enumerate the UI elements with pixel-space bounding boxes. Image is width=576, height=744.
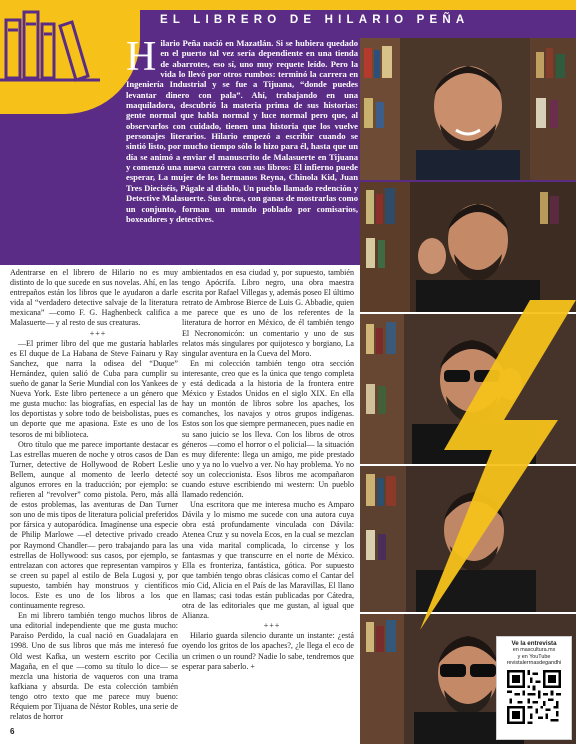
section-separator: +++	[89, 328, 107, 338]
intro-text: ilario Peña nació en Mazatlán. Si se hubiera quedado en el puerto tal vez sería dependiente en una tienda de abarrotes, eso sí, uno muy requete leído. Pero la vida lo llevó por otros rumbos: terminó la carrera en Ingeniería Industrial y se fue a Tijuana, “donde puedes levantar dinero con pala”. Ahí, trabajando en una maquiladora, descubrió la materia prima de sus historias: gente normal que habla normal y luce normal pero que, al observarlos con cuidado, tienen una historia que los vuelve personajes literarios. Hilario empezó a escribir cuando se sintió listo, por mucho tiempo sólo lo hizo para él, hasta que un día se animó a enviar el manuscrito de Malasuerte en Tijuana y comenzó una nueva carrera con sus libros: El infierno puede esperar, La mujer de los hermanos Reyna, Chinola Kid, Juan Tres Dieciséis, Págale al diablo, Un pueblo llamado redención y Detective Malasuerte. Sus obras, con ganas de mostrarlas como un conjunto, forman un mundo poblado por comisarios, boxeadores y detectives.	[126, 38, 358, 224]
body-column-right	[182, 268, 354, 738]
qr-title: Ve la entrevista	[511, 640, 557, 647]
photo-smiling	[360, 38, 576, 180]
section-separator: +++	[263, 621, 281, 631]
page-number: 6	[10, 727, 15, 736]
qr-line: y en YouTube	[517, 653, 551, 660]
qr-code-icon[interactable]	[507, 670, 561, 724]
paragraph: Adentrarse en el librero de Hilario no es muy distinto de lo que sucede en sus novelas. Ahí, en las entrepaños están los libros que le ayudaron a darle vida al “verdadero detective salvaje de la literatura mexicana” —como F. G. Haghenbeck califica a Malasuerte— y al resto de sus creaturas.	[10, 268, 178, 328]
paragraph: Una escritora que me interesa mucho es Amparo Dávila y lo mismo me sucede con una autora cuya obra está profundamente vinculada con Dávila: Atenea Cruz y su novela Ecos, en la cual se mezclan una vida marital complicada, lo circense y los fantasmas y que transcurre en el norte de México. Ella es fronteriza, fantástica, gótica. Por supuesto que también tengo obras clásicas como el Cantar del mío Cid, Alicia en el País de las Maravillas, El llano en llamas; casi todas están publicadas por Cátedra, otra de las editoriales que me gustan, al igual que Alianza.	[182, 500, 354, 621]
section-title: EL LIBRERO DE HILARIO PEÑA	[160, 14, 470, 26]
paragraph: En mi colección también tengo otra sección interesante, creo que es la única que tengo completa y está dedicada a la historia de la frontera entre México y Estados Unidos en el siglo XIX. En ella hay un montón de libros sobre los apaches, los comanches, los navajos y otros grupos indígenas. Estos son los que siempre permanecen, pues nadie en su sano juicio se los lleva. Con los libros de otros géneros —como el horror o el policial— la situación es muy diferente: llega un amigo, me pide prestado uno y ya no lo vuelvo a ver. No hay problema. Yo no soy un coleccionista. Esos libros me acompañaron cuando estuve escribiendo mi western: Un pueblo llamado redención.	[182, 358, 354, 500]
body-column-left	[10, 268, 178, 738]
qr-promo-box[interactable]	[496, 636, 572, 740]
drop-cap: H	[126, 34, 157, 80]
lightning-bolt-icon	[380, 300, 576, 630]
paragraph: En mi librero también tengo muchos libros de una editorial independiente que me gusta mucho: Paraíso Perdido, la cual nació en Guadalajara en 1998. Uno de sus libros que más me interesó fue Old west Kafka, un western escrito por Cecilia Magaña, en el que —como su título lo dice— se mezcla una historia de vaqueros con una trama kafkiana y absurda. De esta colección también tengo otro texto que me parece muy bueno: Réquiem por Tijuana de Néstor Robles, una serie de relatos de horror	[10, 611, 178, 722]
paragraph: —El primer libro del que me gustaría hablarles es El duque de La Habana de Steve Fainaru y Ray Sanchez, que narra la odisea del “Duque” Hernández, quien salió de Cuba para cumplir su sueño de ganar la Serie Mundial con los Yankees de Nueva York. Este libro pertenece a un género que me gusta mucho: las biografías, en especial las de los deportistas y sobre todo de beisbolistas, pues es un deporte que me apasiona. Este es uno de los tesoros de mi biblioteca.	[10, 338, 178, 439]
paragraph: Hilario guarda silencio durante un instante: ¿está oyendo los gritos de los apaches?, ¿le llega el eco de un crimen o un round? Nadie lo sabe, tendremos que esperar para saberlo. +	[182, 631, 354, 671]
intro-paragraph	[126, 34, 358, 260]
qr-line: en mascultura.mx	[512, 647, 556, 653]
qr-line: revistalerrnasdegandhi	[506, 660, 562, 667]
paragraph: ambientados en esa ciudad y, por supuesto, también tengo Apócrifa. Libro negro, una obra maestra escrita por Rafael Villegas y, además poseo El último retrato de Ambrose Bierce de Luis G. Abbadie, quien me parece que es uno de los referentes de la literatura de horror en México, de él también tengo El Necronomicón: un comentario y uno de sus relatos más singulares por quijotesco y borgiano, La singular aventura en la Cueva del Moro.	[182, 268, 354, 358]
books-icon	[0, 2, 108, 92]
paragraph: Otro título que me parece importante destacar es Las estrellas mueren de noche y otros casos de Dan Turner, detective de Hollywood de Robert Leslie Bellem, aunque al momento de leerlo detecté algunos errores en la traducción; por ejemplo: se refieren al “revolver” como pistola. Pero, más allá de estos problemas, las aventuras de Dan Turner son uno de mis tipos de literatura policial preferidos por fársica y autoparódica. Imagínense una especie de Philip Marlowe —el detective privado creado por Raymond Chandler— pero trabajando para las estrellas de Hollywood: sus casos, por ejemplo, se entrelazan con actores que representan vampiros y se creen su papel al estilo de Bela Lugosi y, por supuesto, también hay monstruos y científicos locos. Este es uno de los libros a los que continuamente regreso.	[10, 439, 178, 611]
photo-hand-raised	[360, 182, 576, 312]
